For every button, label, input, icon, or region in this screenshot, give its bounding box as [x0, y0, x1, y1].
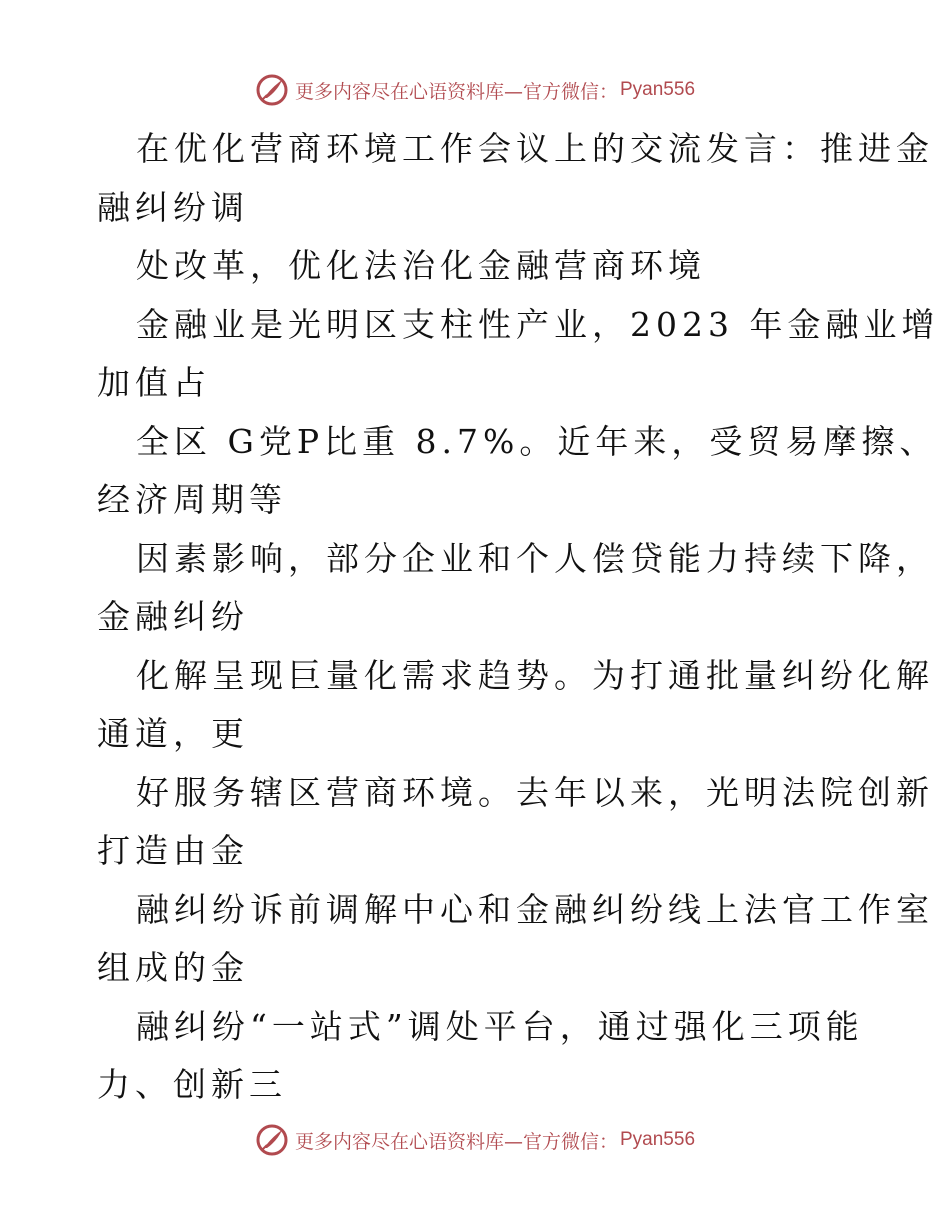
paragraph-line: 打造由金	[97, 831, 249, 870]
paragraph-line: 金融纠纷	[97, 597, 249, 636]
paragraph-line: 组成的金	[97, 948, 249, 987]
paragraph-line: 全区 G党P比重 8.7%。近年来，受贸易摩擦、	[136, 421, 938, 461]
paragraph	[0, 237, 950, 296]
paragraph-line: 化解呈现巨量化需求趋势。为打通批量纠纷化解	[136, 655, 934, 695]
paragraph	[0, 530, 950, 647]
document-body	[0, 120, 950, 1115]
paragraph	[0, 647, 950, 764]
paragraph-line: 融纠纷“一站式”调处平台，通过强化三项能	[136, 1006, 864, 1046]
paragraph	[0, 296, 950, 413]
paragraph-line: 处改革，优化法治化金融营商环境	[136, 246, 706, 285]
paragraph-line: 融纠纷诉前调解中心和金融纠纷线上法官工作室	[136, 889, 934, 929]
paragraph-line: 在优化营商环境工作会议上的交流发言：推进金	[136, 129, 934, 168]
paragraph	[0, 120, 950, 237]
header-watermark-id: Pyan556	[620, 79, 696, 100]
paragraph-line: 通道，更	[97, 714, 249, 753]
paragraph-line: 经济周期等	[97, 480, 287, 519]
paragraph-line: 好服务辖区营商环境。去年以来，光明法院创新	[136, 772, 934, 812]
paragraph-line: 融纠纷调	[97, 187, 249, 227]
paragraph	[0, 998, 950, 1115]
footer-watermark-id: Pyan556	[620, 1129, 696, 1150]
paragraph-line: 因素影响，部分企业和个人偿贷能力持续下降，	[136, 538, 934, 578]
quill-logo-icon	[255, 73, 289, 107]
paragraph-line: 加值占	[97, 363, 211, 402]
header-watermark-banner	[0, 70, 950, 110]
footer-watermark-banner	[0, 1120, 950, 1160]
header-watermark-text: 更多内容尽在心语资料库—官方微信：	[294, 80, 618, 103]
paragraph	[0, 764, 950, 881]
quill-logo-icon	[255, 1123, 289, 1157]
paragraph-line: 金融业是光明区支柱性产业，2023 年金融业增	[136, 304, 940, 344]
footer-watermark-text: 更多内容尽在心语资料库—官方微信：	[294, 1130, 618, 1153]
paragraph	[0, 881, 950, 998]
paragraph-line: 力、创新三	[97, 1065, 287, 1104]
paragraph	[0, 413, 950, 530]
